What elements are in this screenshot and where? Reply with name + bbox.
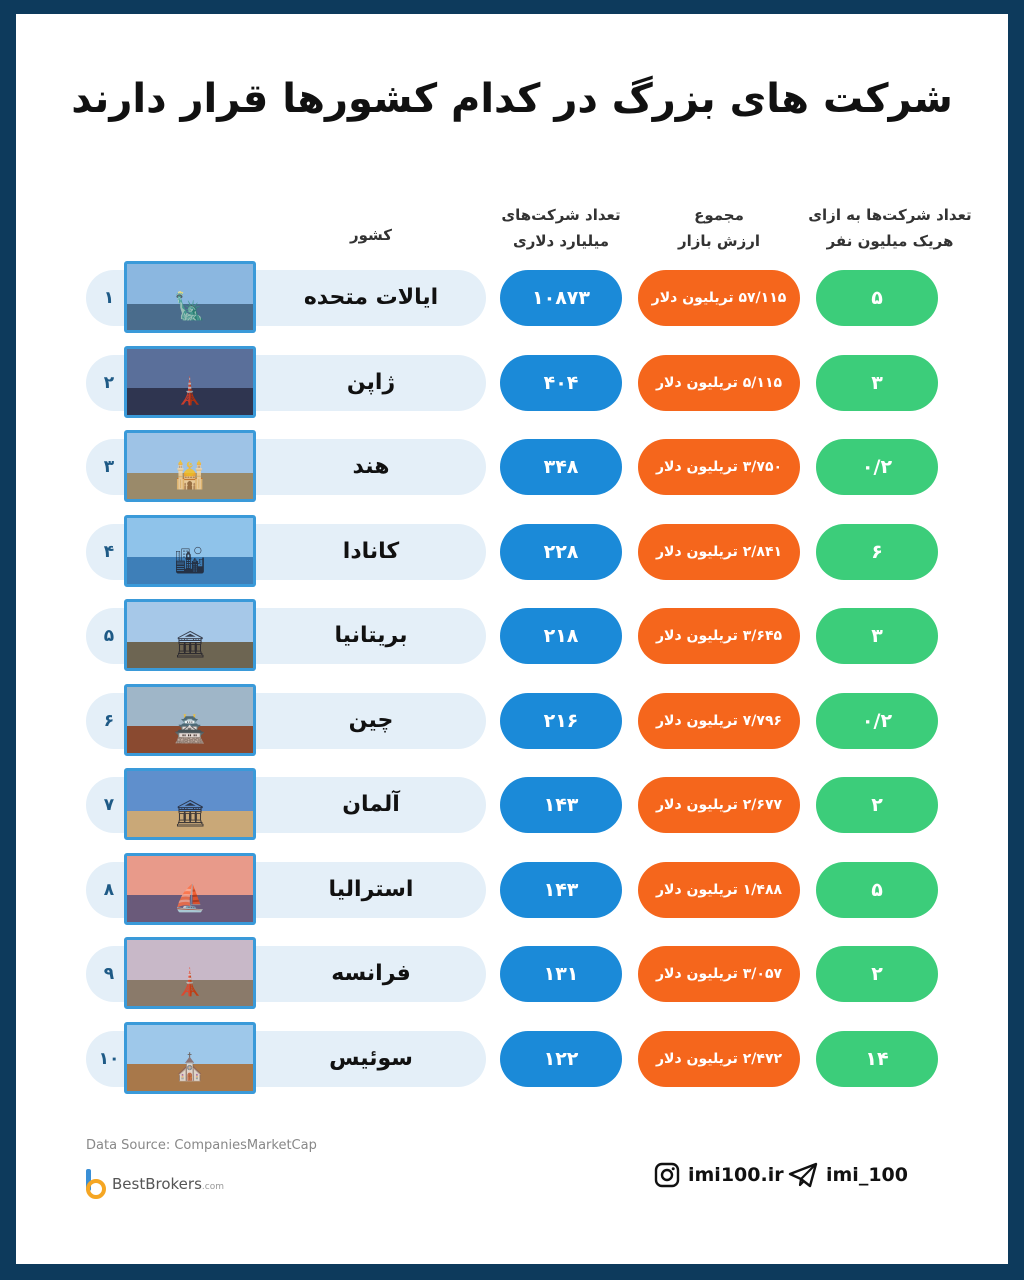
billion-companies-count: ۱۳۱ bbox=[500, 946, 622, 1002]
tokyo-tower-icon: 🗼 bbox=[173, 376, 207, 407]
header-country bbox=[316, 222, 426, 248]
rank-number: ۶ bbox=[103, 710, 115, 731]
country-name: هند bbox=[352, 454, 390, 479]
table-row bbox=[16, 512, 1008, 592]
page-title: شرکت های بزرگ در کدام کشورها قرار دارند bbox=[71, 76, 953, 122]
eiffel-tower-icon: 🗼 bbox=[173, 968, 207, 998]
bestbrokers-logo bbox=[84, 1168, 224, 1200]
country-name: ژاپن bbox=[346, 369, 396, 395]
landmark-photo bbox=[124, 430, 256, 502]
landmark-photo bbox=[124, 346, 256, 418]
table-row bbox=[16, 343, 1008, 423]
header-market-value bbox=[642, 202, 796, 254]
landmark-photo bbox=[124, 937, 256, 1009]
companies-per-million: ۰/۲ bbox=[816, 693, 938, 749]
companies-per-million: ۵ bbox=[816, 270, 938, 326]
rank-number: ۴ bbox=[103, 541, 115, 562]
landmark-photo bbox=[124, 684, 256, 756]
country-name: استرالیا bbox=[328, 876, 414, 902]
logo-suffix-text: .com bbox=[201, 1182, 224, 1192]
table-row bbox=[16, 596, 1008, 676]
rank-number: ۹ bbox=[103, 964, 115, 984]
bestbrokers-logo-icon bbox=[84, 1169, 106, 1199]
sydney-opera-house-icon: ⛵ bbox=[173, 883, 207, 914]
rank-number: ۳ bbox=[103, 457, 115, 477]
table-row bbox=[16, 934, 1008, 1014]
header-per-million-line1: تعداد شرکت‌ها به ازای bbox=[808, 206, 972, 224]
billion-companies-count: ۱۲۲ bbox=[500, 1031, 622, 1087]
table-row bbox=[16, 850, 1008, 930]
market-value: ۳/۷۵۰ تریلیون دلار bbox=[638, 439, 800, 495]
country-name: چین bbox=[348, 707, 394, 733]
companies-per-million: ۳ bbox=[816, 355, 938, 411]
table-row bbox=[16, 681, 1008, 761]
landmark-photo bbox=[124, 261, 256, 333]
toronto-skyline-icon: 🏙 bbox=[173, 545, 207, 576]
market-value: ۱/۴۸۸ تریلیون دلار bbox=[638, 862, 800, 918]
zurich-oldtown-icon: ⛪ bbox=[173, 1052, 207, 1083]
companies-per-million: ۰/۲ bbox=[816, 439, 938, 495]
landmark-photo bbox=[124, 768, 256, 840]
market-value: ۳/۰۵۷ تریلیون دلار bbox=[638, 946, 800, 1002]
table-row bbox=[16, 765, 1008, 845]
companies-per-million: ۲ bbox=[816, 946, 938, 1002]
instagram-handle[interactable] bbox=[654, 1160, 784, 1190]
rank-number: ۱ bbox=[103, 288, 115, 308]
rank-number: ۷ bbox=[103, 795, 115, 815]
billion-companies-count: ۲۱۸ bbox=[500, 608, 622, 664]
companies-per-million: ۵ bbox=[816, 862, 938, 918]
header-billion-companies-line2: میلیارد دلاری bbox=[512, 232, 610, 250]
billion-companies-count: ۳۴۸ bbox=[500, 439, 622, 495]
landmark-photo bbox=[124, 599, 256, 671]
companies-per-million: ۲ bbox=[816, 777, 938, 833]
country-name: ایالات متحده bbox=[303, 285, 439, 310]
market-value: ۲/۴۷۲ تریلیون دلار bbox=[638, 1031, 800, 1087]
brandenburg-gate-icon: 🏛 bbox=[173, 799, 207, 829]
market-value: ۲/۶۷۷ تریلیون دلار bbox=[638, 777, 800, 833]
landmark-photo bbox=[124, 853, 256, 925]
table-row bbox=[16, 1019, 1008, 1099]
companies-per-million: ۶ bbox=[816, 524, 938, 580]
rank-number: ۵ bbox=[103, 626, 115, 646]
country-name: سوئیس bbox=[329, 1045, 413, 1071]
market-value: ۷/۷۹۶ تریلیون دلار bbox=[638, 693, 800, 749]
billion-companies-count: ۱۴۳ bbox=[500, 862, 622, 918]
header-billion-companies bbox=[478, 202, 644, 254]
landmark-photo bbox=[124, 1022, 256, 1094]
header-per-million-line2: هریک میلیون نفر bbox=[826, 232, 954, 250]
country-name: آلمان bbox=[342, 792, 400, 817]
country-name: کانادا bbox=[342, 538, 400, 564]
billion-companies-count: ۴۰۴ bbox=[500, 355, 622, 411]
billion-companies-count: ۲۲۸ bbox=[500, 524, 622, 580]
market-value: ۲/۸۴۱ تریلیون دلار bbox=[638, 524, 800, 580]
instagram-handle-text: imi100.ir bbox=[688, 1164, 784, 1186]
infographic-card bbox=[16, 14, 1008, 1264]
big-ben-icon: 🏛 bbox=[173, 630, 207, 660]
header-market-value-line1: مجموع bbox=[694, 206, 744, 224]
logo-main-text: BestBrokers bbox=[112, 1175, 202, 1193]
billion-companies-count: ۲۱۶ bbox=[500, 693, 622, 749]
data-source: Data Source: CompaniesMarketCap bbox=[86, 1138, 317, 1153]
market-value: ۵/۱۱۵ تریلیون دلار bbox=[638, 355, 800, 411]
statue-of-liberty-icon: 🗽 bbox=[173, 292, 207, 322]
header-market-value-line2: ارزش بازار bbox=[677, 232, 760, 250]
rank-number: ۲ bbox=[103, 372, 115, 393]
market-value: ۳/۶۴۵ تریلیون دلار bbox=[638, 608, 800, 664]
billion-companies-count: ۱۰۸۷۳ bbox=[500, 270, 622, 326]
header-billion-companies-line1: تعداد شرکت‌های bbox=[501, 206, 621, 224]
rank-number: ۸ bbox=[103, 879, 115, 900]
bestbrokers-logo-text bbox=[112, 1175, 224, 1193]
telegram-handle[interactable] bbox=[788, 1160, 908, 1190]
country-name: بریتانیا bbox=[334, 623, 408, 648]
rank-number: ۱۰ bbox=[98, 1048, 120, 1069]
landmark-photo bbox=[124, 515, 256, 587]
forbidden-city-icon: 🏯 bbox=[173, 714, 207, 745]
telegram-icon bbox=[788, 1162, 818, 1188]
market-value: ۵۷/۱۱۵ تریلیون دلار bbox=[638, 270, 800, 326]
instagram-icon bbox=[654, 1162, 680, 1188]
header-per-million bbox=[792, 202, 988, 254]
table-row bbox=[16, 427, 1008, 507]
header-country-label: کشور bbox=[349, 226, 393, 244]
country-name: فرانسه bbox=[331, 961, 411, 986]
billion-companies-count: ۱۴۳ bbox=[500, 777, 622, 833]
telegram-handle-text: imi_100 bbox=[826, 1164, 908, 1186]
table-row bbox=[16, 258, 1008, 338]
companies-per-million: ۱۴ bbox=[816, 1031, 938, 1087]
taj-mahal-icon: 🕌 bbox=[173, 461, 207, 491]
companies-per-million: ۳ bbox=[816, 608, 938, 664]
